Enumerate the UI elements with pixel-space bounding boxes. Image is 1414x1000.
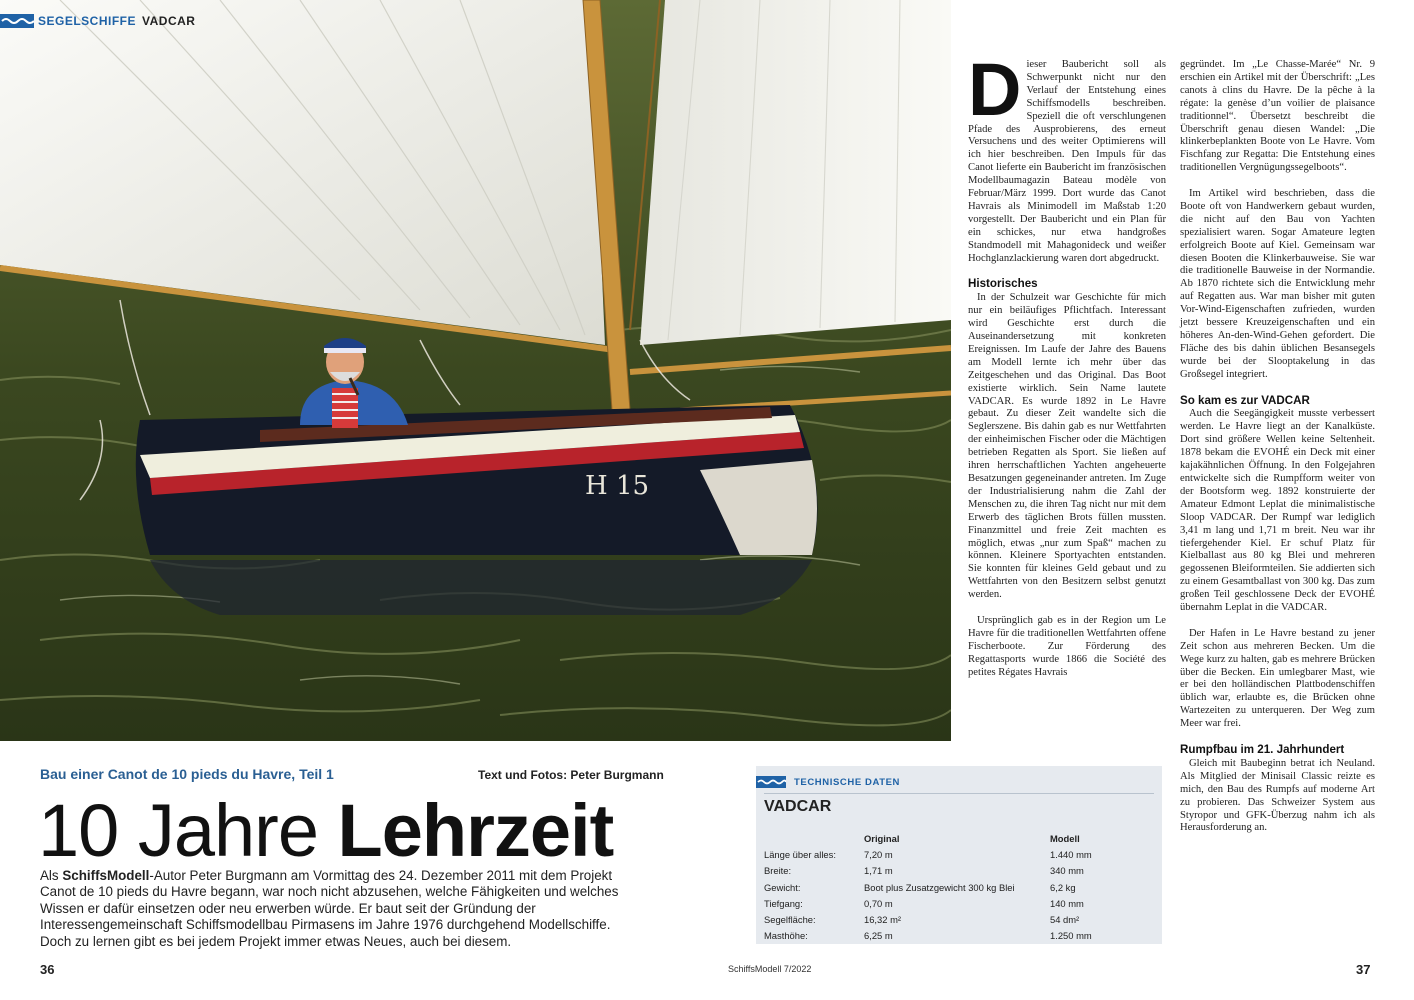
- article-credit: Text und Fotos: Peter Burgmann: [478, 768, 664, 782]
- section-label: SEGELSCHIFFE: [38, 14, 137, 28]
- tech-row-original: Boot plus Zusatzgewicht 300 kg Blei: [864, 881, 1015, 893]
- paragraph: In der Schulzeit war Geschichte für mich nur ein beiläufiges Pflichtfach. Interessant wird Geschichte erst durch die Auseinandersetzung mit konkreten Ereignissen. Im Laufe der Jahre des Bauens am Modell lernte ich mehr über das Zeitgeschehen und das Original. Das Boot existierte wirklich. Sein Name lautete VADCAR. Es wurde 1892 in Le Havre gebaut. Zu dieser Zeit wandelte sich die Seglerszene. Bis dahin gab es nur Wettfahrten der einheimischen Fischer oder die Mächtigen betrieben Regatten als Sport. Sie ließen auf ihren herrschaftlichen Yachten angeheuerte Besatzungen gegeneinander antreten. Im Zuge der Industrialisierung nahm die Zahl der Menschen zu, die ihren Tag nicht nur mit dem Erwerb des täglichen Brots füllen mussten. Finanzmittel und freie Zeit machten es möglich, etwas „nur zum Spaß“ machen zu können. Kleinere Sportyachten entstanden. Sie konnten für kleines Geld gebaut und zu Wettfahrten von den Besitzern selbst genutzt werden.: [968, 292, 1166, 601]
- text-column-2: [1180, 59, 1375, 848]
- paragraph: Der Hafen in Le Havre bestand zu jener Zeit schon aus mehreren Becken. Um die Wege kurz zu halten, gab es mehrere Brücken über die Becken. Ein umlegbarer Mast, wie er bei den holländischen Plattbodenschiffen üblich war, erlaubte es, die Brücken ohne Wartezeiten zu unterqueren. Der Weg zum Meer war frei.: [1180, 627, 1375, 730]
- tech-row-original: 16,32 m²: [864, 914, 901, 926]
- section-header: [0, 12, 195, 30]
- hull-number: H 15: [585, 471, 650, 501]
- tech-data-table: [764, 830, 1154, 944]
- sailboat-illustration: [0, 0, 951, 741]
- tech-row-modell: 340 mm: [1050, 865, 1084, 877]
- tech-col-original: Original: [864, 832, 900, 844]
- tech-row-label: Segelfläche:: [764, 914, 816, 926]
- magazine-footer: SchiffsModell 7/2022: [728, 964, 812, 974]
- subheading: Historisches: [968, 277, 1038, 291]
- subheading: So kam es zur VADCAR: [1180, 393, 1310, 407]
- paragraph: Auch die Seegängigkeit musste verbessert werden. Le Havre liegt an der Kanalküste. Dort sind größere Wellen keine Seltenheit. 1878 bekam die EVOHÉ ein Deck mit einer kajakähnlichen Öffnung. In den Folgejahren entwickelte sich die Rumpfform weiter von der Bootsform weg. 1892 konstruierte der Amateur Edmont Leplat die minimalistische Sloop VADCAR. Der Rumpf war lediglich 3,41 m lang und 1,71 m breit. Neu war ihr tiefergehender Kiel. Er schuf Platz für Kielballast aus 80 kg Blei und mehreren gegossenen Bleiformteilen. Sie addierten sich zu einem Gesamtballast von 300 kg. Das zum großen Teil geschlossene Deck der EVOHÉ übernahm Leplat in die VADCAR.: [1180, 408, 1375, 614]
- tech-table-header: [764, 830, 1154, 846]
- hero-photo: [0, 0, 951, 741]
- tech-row-label: Breite:: [764, 865, 792, 877]
- tech-row-original: 6,25 m: [864, 930, 893, 942]
- tech-row: [764, 846, 1154, 862]
- tech-row-label: Tiefgang:: [764, 897, 803, 909]
- paragraph: gegründet. Im „Le Chasse-Marée“ Nr. 9 erschien ein Artikel mit der Überschrift: „Les canots à clins du Havre. De la pêche à la régate: la genèse d’un voilier de plaisance traditionnel“. Übersetzt beschreibt die Überschrift genau diesen Wandel: „Die klinkerbeplankten Boote von Le Havre. Vom Fischfang zur Regatta: Die Entstehung eines traditionellen Vergnügungssegelboots“.: [1180, 59, 1375, 174]
- tech-divider: [764, 793, 1154, 794]
- tech-box-label: TECHNISCHE DATEN: [794, 776, 901, 788]
- article-lead: [40, 868, 630, 950]
- lead-magazine-name: SchiffsModell: [62, 868, 150, 883]
- drop-cap: D: [968, 48, 1022, 131]
- title-bold: Lehrzeit: [337, 789, 614, 872]
- tech-row-label: Länge über alles:: [764, 848, 836, 860]
- tech-row-modell: 1.250 mm: [1050, 930, 1092, 942]
- tech-row: [764, 863, 1154, 879]
- tech-row-original: 0,70 m: [864, 897, 893, 909]
- tech-row-modell: 54 dm²: [1050, 914, 1080, 926]
- waves-icon: [756, 776, 786, 788]
- subheading: Rumpfbau im 21. Jahrhundert: [1180, 742, 1345, 756]
- tech-row-label: Gewicht:: [764, 881, 801, 893]
- tech-col-label: [764, 830, 864, 846]
- topic-label: VADCAR: [142, 14, 196, 28]
- article-title: [38, 788, 613, 873]
- title-light: 10 Jahre: [38, 789, 318, 872]
- lead-prefix: Als: [40, 868, 63, 883]
- tech-row: [764, 928, 1154, 944]
- tech-row-modell: 6,2 kg: [1050, 881, 1076, 893]
- paragraph: Gleich mit Baubeginn betrat ich Neuland. Als Mitglied der Minisail Classic reizte es mich, den Bau des Rumpfs auf moderne Art zu probieren. Das Schweizer System aus Styropor und GFK-Überzug nahm ich als Herausforderung an.: [1180, 757, 1375, 834]
- tech-box-title: VADCAR: [764, 798, 832, 815]
- tech-row: [764, 911, 1154, 927]
- article-kicker: Bau einer Canot de 10 pieds du Havre, Teil 1: [40, 766, 334, 782]
- tech-row: [764, 879, 1154, 895]
- page-number-left: 36: [40, 962, 55, 977]
- tech-row-modell: 140 mm: [1050, 897, 1084, 909]
- page-number-right: 37: [1356, 962, 1371, 977]
- tech-row-label: Masthöhe:: [764, 930, 808, 942]
- text-column-1: [968, 48, 1166, 692]
- tech-row-modell: 1.440 mm: [1050, 848, 1092, 860]
- waves-icon: [0, 14, 34, 28]
- tech-row-original: 1,71 m: [864, 865, 893, 877]
- paragraph: [968, 48, 1166, 266]
- tech-row: [764, 895, 1154, 911]
- paragraph-text: ieser Baubericht soll als Schwerpunkt nicht nur den Verlauf der Entstehung eines Schiffsmodells beschreiben. Speziell die oft verschlungenen Pfade des Ausprobierens, des erneut Versuchens und des weiter Optimierens will ich hier beschreiben. Den Impuls für das Canot lieferte ein Baubericht im französischen Modellbaumagazin Bateau modèle von Februar/März 1999. Dort wurde das Canot Havrais als Minimodell im Maßstab 1:20 vorgestellt. Der Baubericht und ein Plan für ein schickes, nur etwa handgroßes Standmodell mit Mahagonideck und weißer Hochglanzlackierung waren dort abgedruckt.: [968, 59, 1166, 264]
- technical-data-box: [756, 766, 1162, 944]
- lead-text: -Autor Peter Burgmann am Vormittag des 24. Dezember 2011 mit dem Projekt Canot de 10 pieds du Havre begann, war noch nicht abzusehen, welche Fähigkeiten und welches Wissen er dafür einsetzen oder neu erwerben würde. Er baut seit der Gründung der Interessengemeinschaft Schiffsmodellbau Pirmasens im Jahre 1976 durchgehend Modellschiffe. Doch zu lernen gibt es bei jedem Projekt immer etwas Neues, auch bei diesem.: [40, 868, 619, 949]
- tech-row-original: 7,20 m: [864, 848, 893, 860]
- tech-box-header: [756, 776, 900, 788]
- fore-sail: [640, 0, 951, 345]
- paragraph: Ursprünglich gab es in der Region um Le Havre für die traditionellen Wettfahrten offene Fischerboote. Zur Förderung des Regattasports wurde 1866 die Société des petites Régates Havrais: [968, 614, 1166, 678]
- tech-col-modell: Modell: [1050, 832, 1080, 844]
- paragraph: Im Artikel wird beschrieben, dass die Boote oft von Handwerkern gebaut wurden, die nicht auf den Bau von Yachten spezialisiert waren. Sogar Amateure legten erfolgreich Boote auf Kiel. Gemeinsam war diesen Booten die Klinkerbauweise. Sie war die traditionelle Bauweise in der Normandie. Ab 1870 richtete sich die Entwicklung mehr auf Regatten aus. War man bisher mit guten Vor-Wind-Eigenschaften zufrieden, wurden jetzt bessere Kreuzeigenschaften und ein höheres An-den-Wind-Gehen gefordert. Die Fläche des bis dahin üblichen Besansegels wurde bei der Slooptakelung in das Großsegel integriert.: [1180, 188, 1375, 380]
